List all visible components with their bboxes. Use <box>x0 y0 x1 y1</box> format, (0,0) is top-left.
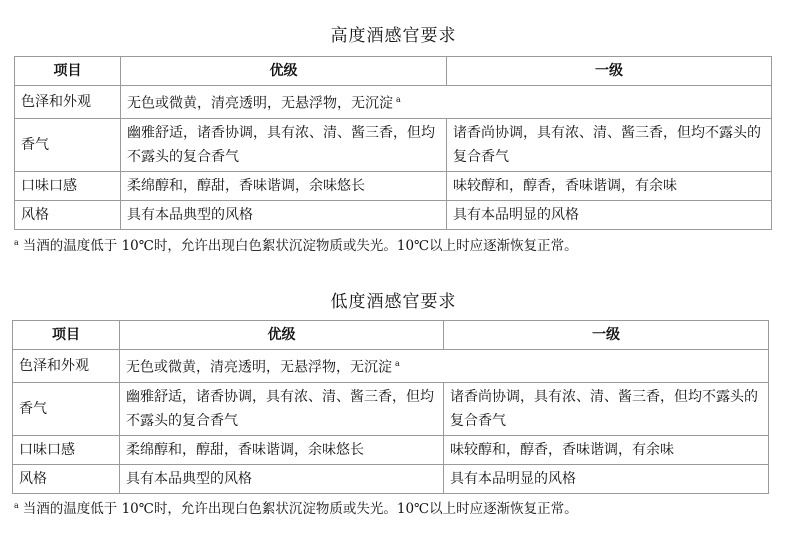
footnote-mark: a <box>14 237 19 247</box>
row-item: 香气 <box>15 118 121 171</box>
row-item: 色泽和外观 <box>13 350 120 383</box>
row-item: 口味口感 <box>15 171 121 200</box>
header-first: 一级 <box>444 321 769 350</box>
merged-text: 无色或微黄，清亮透明，无悬浮物，无沉淀 <box>126 359 392 376</box>
table-row <box>13 435 769 464</box>
table-row <box>13 350 769 383</box>
table-row <box>15 118 772 171</box>
row-first: 具有本品明显的风格 <box>447 200 772 229</box>
table-header-row <box>13 321 769 350</box>
table-header-row <box>15 57 772 86</box>
row-premium: 幽雅舒适，诸香协调，具有浓、清、酱三香，但均不露头的复合香气 <box>121 118 447 171</box>
row-merged-value <box>121 86 772 119</box>
row-merged-value <box>120 350 769 383</box>
header-item: 项目 <box>13 321 120 350</box>
footnote-text: 当酒的温度低于 10℃时，允许出现白色絮状沉淀物质或失光。10℃以上时应逐渐恢复正常。 <box>22 238 578 254</box>
row-first: 具有本品明显的风格 <box>444 464 769 493</box>
row-premium: 幽雅舒适，诸香协调，具有浓、清、酱三香，但均不露头的复合香气 <box>120 382 444 435</box>
row-premium: 具有本品典型的风格 <box>120 464 444 493</box>
table-row <box>13 464 769 493</box>
row-first: 诸香尚协调，具有浓、清、酱三香，但均不露头的复合香气 <box>447 118 772 171</box>
row-first: 味较醇和，醇香，香味谐调，有余味 <box>447 171 772 200</box>
footnote-high <box>14 234 578 254</box>
footnote-low <box>14 497 578 517</box>
footnote-mark: a <box>14 500 19 510</box>
footnote-mark: a <box>396 95 401 104</box>
table-row <box>15 171 772 200</box>
row-premium: 柔绵醇和，醇甜，香味谐调，余味悠长 <box>121 171 447 200</box>
section-title-high: 高度酒感官要求 <box>330 26 457 46</box>
footnote-mark: a <box>395 359 400 368</box>
header-item: 项目 <box>15 57 121 86</box>
row-premium: 具有本品典型的风格 <box>121 200 447 229</box>
footnote-text: 当酒的温度低于 10℃时，允许出现白色絮状沉淀物质或失光。10℃以上时应逐渐恢复正常。 <box>22 501 578 517</box>
sensory-table-low <box>12 320 769 494</box>
header-first: 一级 <box>447 57 772 86</box>
merged-text: 无色或微黄，清亮透明，无悬浮物，无沉淀 <box>127 95 393 112</box>
table-row <box>15 86 772 119</box>
table-row <box>15 200 772 229</box>
row-first: 诸香尚协调，具有浓、清、酱三香，但均不露头的复合香气 <box>444 382 769 435</box>
table-row <box>13 382 769 435</box>
row-premium: 柔绵醇和，醇甜，香味谐调，余味悠长 <box>120 435 444 464</box>
sensory-table-high <box>14 56 772 230</box>
row-item: 风格 <box>13 464 120 493</box>
row-item: 口味口感 <box>13 435 120 464</box>
header-premium: 优级 <box>121 57 447 86</box>
row-first: 味较醇和，醇香，香味谐调，有余味 <box>444 435 769 464</box>
section-title-low: 低度酒感官要求 <box>330 292 457 312</box>
row-item: 风格 <box>15 200 121 229</box>
header-premium: 优级 <box>120 321 444 350</box>
row-item: 香气 <box>13 382 120 435</box>
row-item: 色泽和外观 <box>15 86 121 119</box>
